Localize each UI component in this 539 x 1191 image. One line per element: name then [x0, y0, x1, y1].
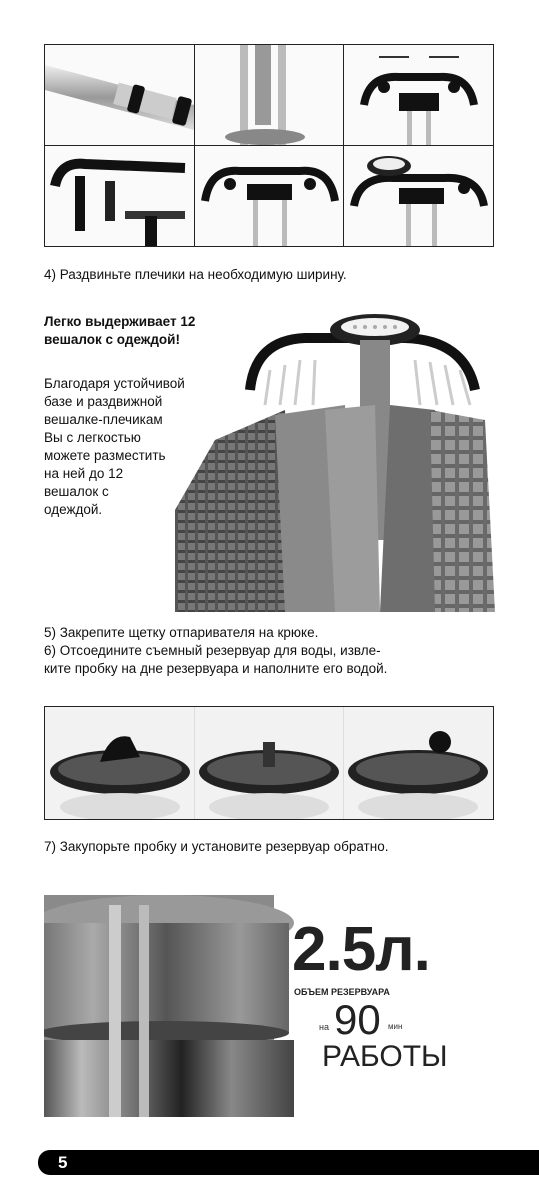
tank-prefix: на — [319, 1022, 329, 1032]
promo-body-line: одеждой. — [44, 502, 103, 517]
step-7-text: 7) Закупорьте пробку и установите резервуар обратно. — [44, 839, 389, 854]
tank-minutes-unit: мин — [388, 1022, 403, 1031]
page-footer-bar — [38, 1150, 539, 1175]
promo-body-line: на ней до 12 — [44, 466, 124, 481]
tank-volume-label: ОБЪЕМ РЕЗЕРВУАРА — [294, 987, 390, 997]
clothes-on-hanger-photo — [175, 310, 495, 612]
step-4-text: 4) Раздвиньте плечики на необходимую ширину. — [44, 267, 347, 282]
water-tank-photo-strip — [44, 706, 494, 820]
photo-telescopic-pole — [45, 45, 194, 145]
promo-body-line: Благодаря устойчивой — [44, 376, 185, 391]
photo-stand-pole — [195, 45, 344, 145]
promo-title-line-2: вешалок с одеждой! — [44, 332, 180, 347]
promo-body-line: вешалке-плечикам — [44, 412, 163, 427]
step-6-text-line-2: ките пробку на дне резервуара и наполните его водой. — [44, 661, 388, 676]
photo-hanger-front — [195, 146, 344, 246]
step-5-text: 5) Закрепите щетку отпаривателя на крюке. — [44, 625, 319, 640]
hanger-assembly-photo-grid — [44, 44, 494, 247]
promo-body-line: Вы с легкостью — [44, 430, 141, 445]
tank-minutes: 90 — [334, 996, 381, 1043]
photo-hanger-with-brush — [344, 146, 493, 246]
photo-hanger-top — [344, 45, 493, 145]
promo-title-line-1: Легко выдерживает 12 — [44, 314, 196, 329]
promo-body-line: можете разместить — [44, 448, 166, 463]
promo-body-line: вешалок с — [44, 484, 109, 499]
promo-body-line: базе и раздвижной — [44, 394, 163, 409]
water-tank-capacity-photo — [44, 895, 492, 1117]
photo-hanger-side — [45, 146, 194, 246]
tank-work-label: РАБОТЫ — [322, 1040, 448, 1073]
tank-volume: 2.5л. — [292, 915, 430, 984]
page-number: 5 — [58, 1153, 68, 1172]
step-6-text-line-1: 6) Отсоедините съемный резервуар для воды, извле- — [44, 643, 381, 658]
